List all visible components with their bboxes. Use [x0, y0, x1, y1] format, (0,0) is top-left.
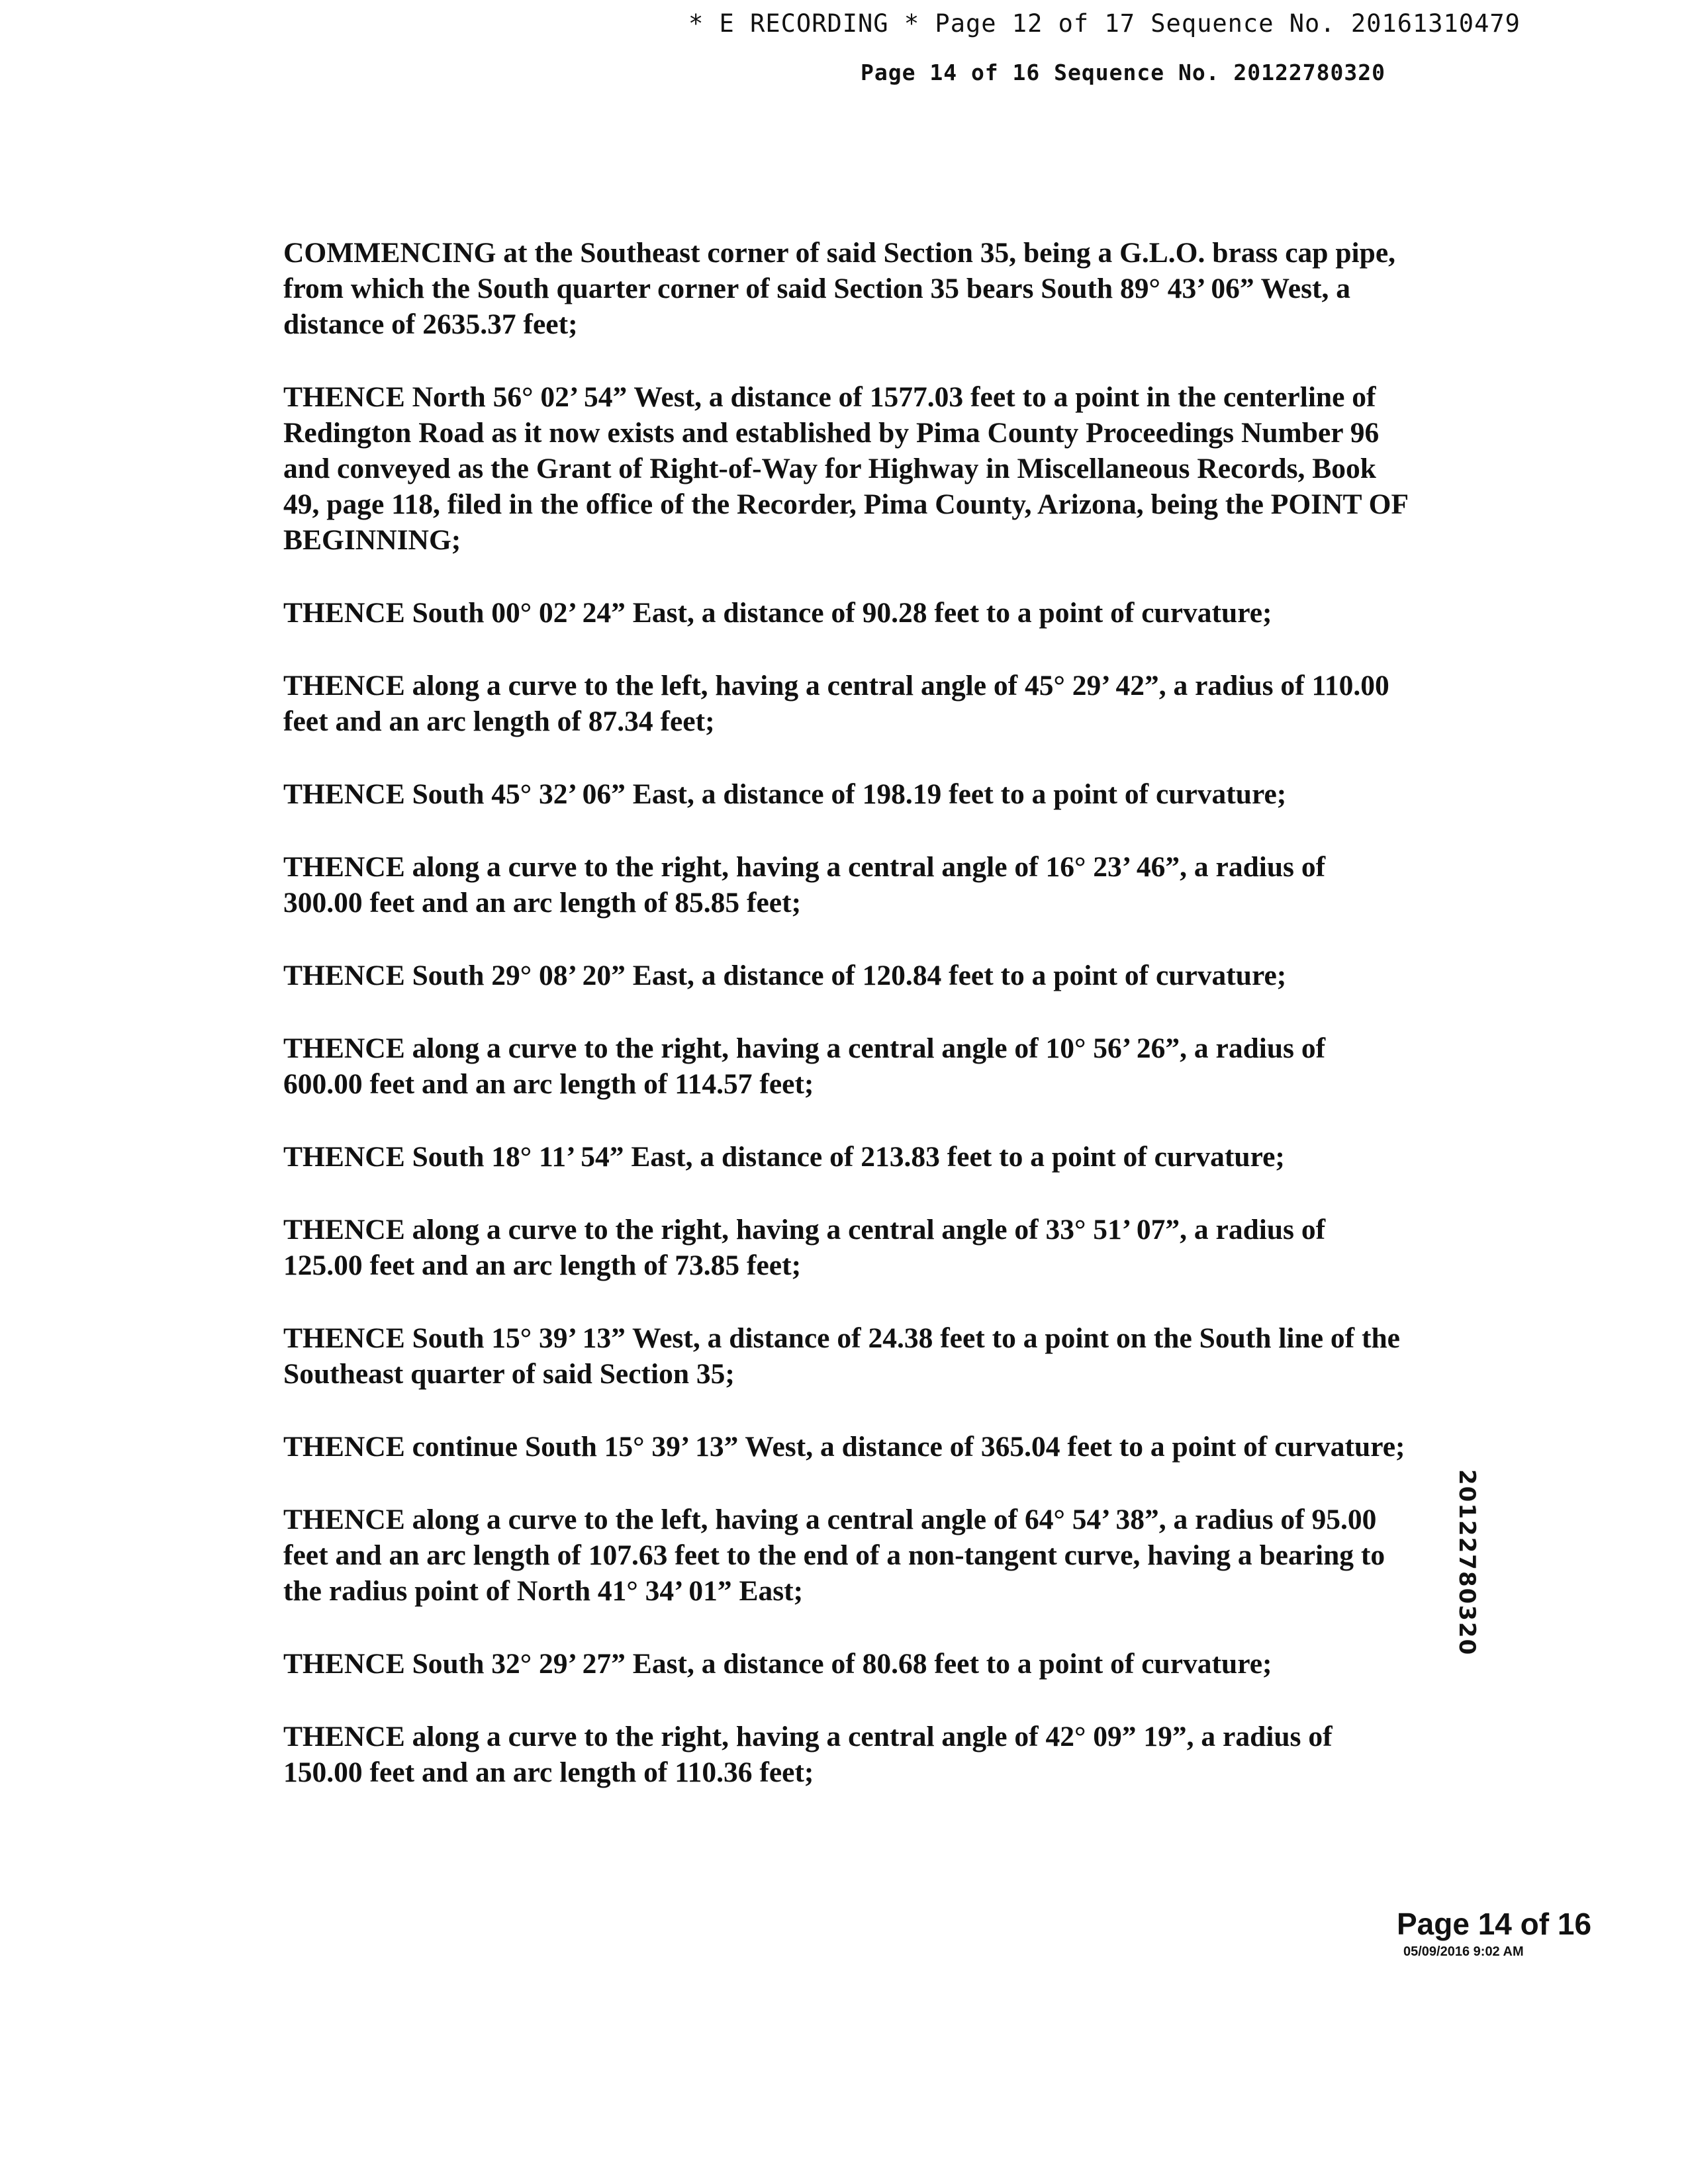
paragraph-curve: THENCE along a curve to the right, having a central angle of 42° 09” 19”, a radius of 150.00 feet and an arc length of 110.36 feet; [283, 1721, 1333, 1788]
paragraph-course: THENCE South 00° 02’ 24” East, a distance of 90.28 feet to a point of curvature; [283, 597, 1272, 629]
recording-header: * E RECORDING * Page 12 of 17 Sequence No. 20161310479 [688, 9, 1521, 38]
side-sequence-number: 20122780320 [1454, 1469, 1480, 1657]
paragraph-course: THENCE South 15° 39’ 13” West, a distance of 24.38 feet to a point on the South line of the Southeast quarter of said Section 35; [283, 1322, 1400, 1390]
paragraph-course: THENCE continue South 15° 39’ 13” West, a distance of 365.04 feet to a point of curvature; [283, 1431, 1405, 1463]
footer-timestamp: 05/09/2016 9:02 AM [1403, 1944, 1524, 1959]
paragraph-course: THENCE South 45° 32’ 06” East, a distance of 198.19 feet to a point of curvature; [283, 778, 1287, 810]
paragraph-curve: THENCE along a curve to the right, having a central angle of 10° 56’ 26”, a radius of 600.00 feet and an arc length of 114.57 feet; [283, 1032, 1326, 1100]
paragraph-curve: THENCE along a curve to the left, having a central angle of 45° 29’ 42”, a radius of 110.00 feet and an arc length of 87.34 feet; [283, 670, 1389, 737]
paragraph-course: THENCE South 32° 29’ 27” East, a distance of 80.68 feet to a point of curvature; [283, 1648, 1272, 1680]
paragraph-commencing: COMMENCING at the Southeast corner of said Section 35, being a G.L.O. brass cap pipe, from which the South quarter corner of said Section 35 bears South 89° 43’ 06” West, a distance of 2635.37 feet; [283, 237, 1396, 340]
paragraph-point-of-beginning: THENCE North 56° 02’ 54” West, a distance of 1577.03 feet to a point in the centerline of Redington Road as it now exists and established by Pima County Proceedings Number 96 and conveyed as the Grant of Right-of-Way for Highway in Miscellaneous Records, Book 49, page 118, filed in the office of the Recorder, Pima County, Arizona, being the POINT OF BEGINNING; [283, 381, 1408, 556]
sequence-header: Page 14 of 16 Sequence No. 20122780320 [861, 60, 1385, 85]
paragraph-curve: THENCE along a curve to the right, having a central angle of 33° 51’ 07”, a radius of 125.00 feet and an arc length of 73.85 feet; [283, 1214, 1326, 1281]
paragraph-curve: THENCE along a curve to the left, having a central angle of 64° 54’ 38”, a radius of 95.00 feet and an arc length of 107.63 feet to the end of a non-tangent curve, having a bearing to the radius point of North 41° 34’ 01” East; [283, 1504, 1385, 1607]
footer-page-number: Page 14 of 16 [1397, 1907, 1592, 1941]
paragraph-curve: THENCE along a curve to the right, having a central angle of 16° 23’ 46”, a radius of 300.00 feet and an arc length of 85.85 feet; [283, 851, 1326, 919]
side-sequence-stamp [1454, 1469, 1493, 1721]
paragraph-course: THENCE South 29° 08’ 20” East, a distance of 120.84 feet to a point of curvature; [283, 960, 1287, 991]
legal-description [283, 235, 1409, 1827]
paragraph-course: THENCE South 18° 11’ 54” East, a distance of 213.83 feet to a point of curvature; [283, 1141, 1285, 1173]
